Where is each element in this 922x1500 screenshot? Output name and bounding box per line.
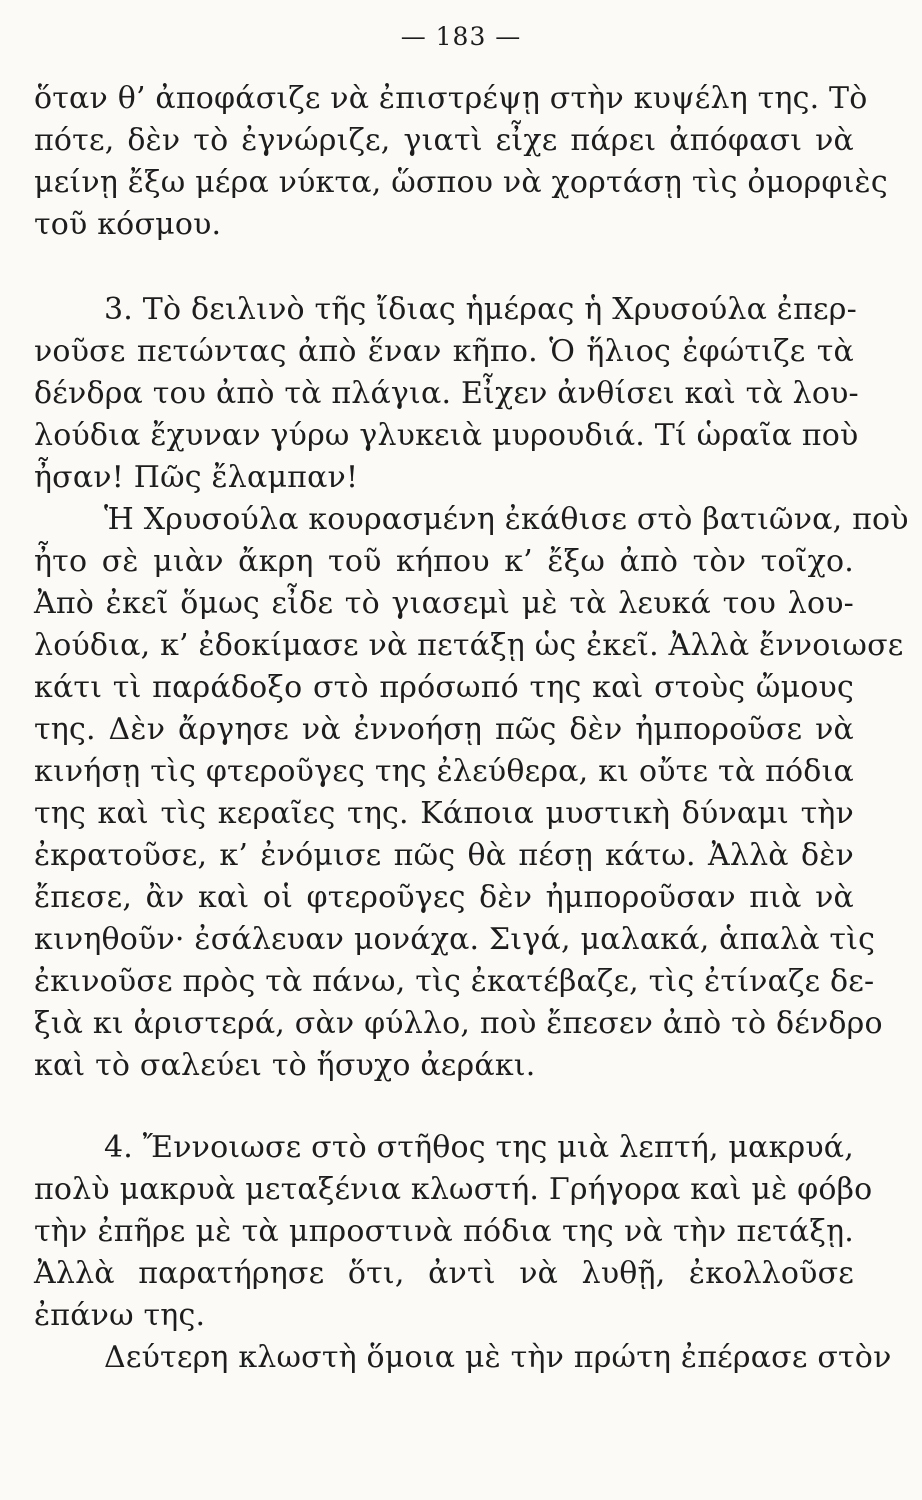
text-line: Ἀπὸ ἐκεῖ ὅμως εἶδε τὸ γιασεμὶ μὲ τὰ λευκά του λου- <box>34 586 854 621</box>
text-line: Ἡ Χρυσούλα κουρασμένη ἐκάθισε στὸ βατιῶνα, ποὺ <box>104 502 909 537</box>
text-line: 4. Ἔννοιωσε στὸ στῆθος της μιὰ λεπτή, μακρυά, <box>104 1130 854 1165</box>
text-line: ἐπάνω της. <box>34 1298 206 1333</box>
text-line: τοῦ κόσμου. <box>34 207 222 242</box>
paragraph-gap <box>34 246 854 289</box>
text-line: πότε, δὲν τὸ ἐγνώριζε, γιατὶ εἶχε πάρει ἀπόφασι νὰ <box>34 123 854 158</box>
text-line: Ἀλλὰ παρατήρησε ὅτι, ἀντὶ νὰ λυθῇ, ἐκολλοῦσε <box>34 1256 854 1291</box>
text-line: ἦσαν! Πῶς ἔλαμπαν! <box>34 460 359 495</box>
text-line: της καὶ τὶς κεραῖες της. Κάποια μυστικὴ δύναμι τὴν <box>34 796 854 831</box>
text-line: νοῦσε πετώντας ἀπὸ ἕναν κῆπο. Ὁ ἥλιος ἐφώτιζε τὰ <box>34 334 854 369</box>
paragraph-3 <box>34 1127 892 1379</box>
body-text <box>34 78 909 1379</box>
paragraph-1 <box>34 78 888 246</box>
text-line: μείνῃ ἔξω μέρα νύκτα, ὥσπου νὰ χορτάσῃ τὶς ὀμορφιὲς <box>34 165 888 200</box>
text-line: πολὺ μακρυὰ μεταξένια κλωστή. Γρήγορα καὶ μὲ φόβο <box>34 1172 873 1207</box>
page-number: — 183 — <box>400 22 522 51</box>
text-line: ἔπεσε, ἂν καὶ οἱ φτεροῦγες δὲν ἠμποροῦσαν πιὰ νὰ <box>34 880 854 915</box>
text-line: 3. Τὸ δειλινὸ τῆς ἴδιας ἡμέρας ἡ Χρυσούλα ἐπερ- <box>104 292 857 327</box>
text-line: της. Δὲν ἄργησε νὰ ἐννοήσῃ πῶς δὲν ἠμποροῦσε νὰ <box>34 712 854 747</box>
text-line: καὶ τὸ σαλεύει τὸ ἥσυχο ἀεράκι. <box>34 1048 536 1083</box>
text-line: λούδια, κ’ ἐδοκίμασε νὰ πετάξῃ ὡς ἐκεῖ. Ἀλλὰ ἔννοιωσε <box>34 628 904 663</box>
text-line: δένδρα του ἀπὸ τὰ πλάγια. Εἶχεν ἀνθίσει καὶ τὰ λου- <box>34 376 859 411</box>
text-line: κινήσῃ τὶς φτεροῦγες της ἐλεύθερα, κι οὔτε τὰ πόδια <box>34 754 854 789</box>
text-line: ἐκινοῦσε πρὸς τὰ πάνω, τὶς ἐκατέβαζε, τὶς ἐτίναζε δε- <box>34 964 875 999</box>
paragraph-gap <box>34 1087 854 1127</box>
text-line: ξιὰ κι ἀριστερά, σὰν φύλλο, ποὺ ἔπεσεν ἀπὸ τὸ δένδρο <box>34 1006 883 1041</box>
text-line: ὅταν θ’ ἀποφάσιζε νὰ ἐπιστρέψῃ στὴν κυψέλη της. Τὸ <box>34 81 868 116</box>
text-line: ἦτο σὲ μιὰν ἄκρη τοῦ κήπου κ’ ἔξω ἀπὸ τὸν τοῖχο. <box>34 544 854 579</box>
text-line: κινηθοῦν· ἐσάλευαν μονάχα. Σιγά, μαλακά, ἁπαλὰ τὶς <box>34 922 876 957</box>
text-line: ἐκρατοῦσε, κ’ ἐνόμισε πῶς θὰ πέσῃ κάτω. Ἀλλὰ δὲν <box>34 838 854 873</box>
text-line: τὴν ἐπῆρε μὲ τὰ μπροστινὰ πόδια της νὰ τὴν πετάξῃ. <box>34 1214 854 1249</box>
text-line: κάτι τὶ παράδοξο στὸ πρόσωπό της καὶ στοὺς ὤμους <box>34 670 854 705</box>
paragraph-2 <box>34 289 909 1087</box>
text-line: Δεύτερη κλωστὴ ὅμοια μὲ τὴν πρώτη ἐπέρασε στὸν <box>104 1340 892 1375</box>
text-line: λούδια ἔχυναν γύρω γλυκειὰ μυρουδιά. Τί ὡραῖα ποὺ <box>34 418 859 453</box>
